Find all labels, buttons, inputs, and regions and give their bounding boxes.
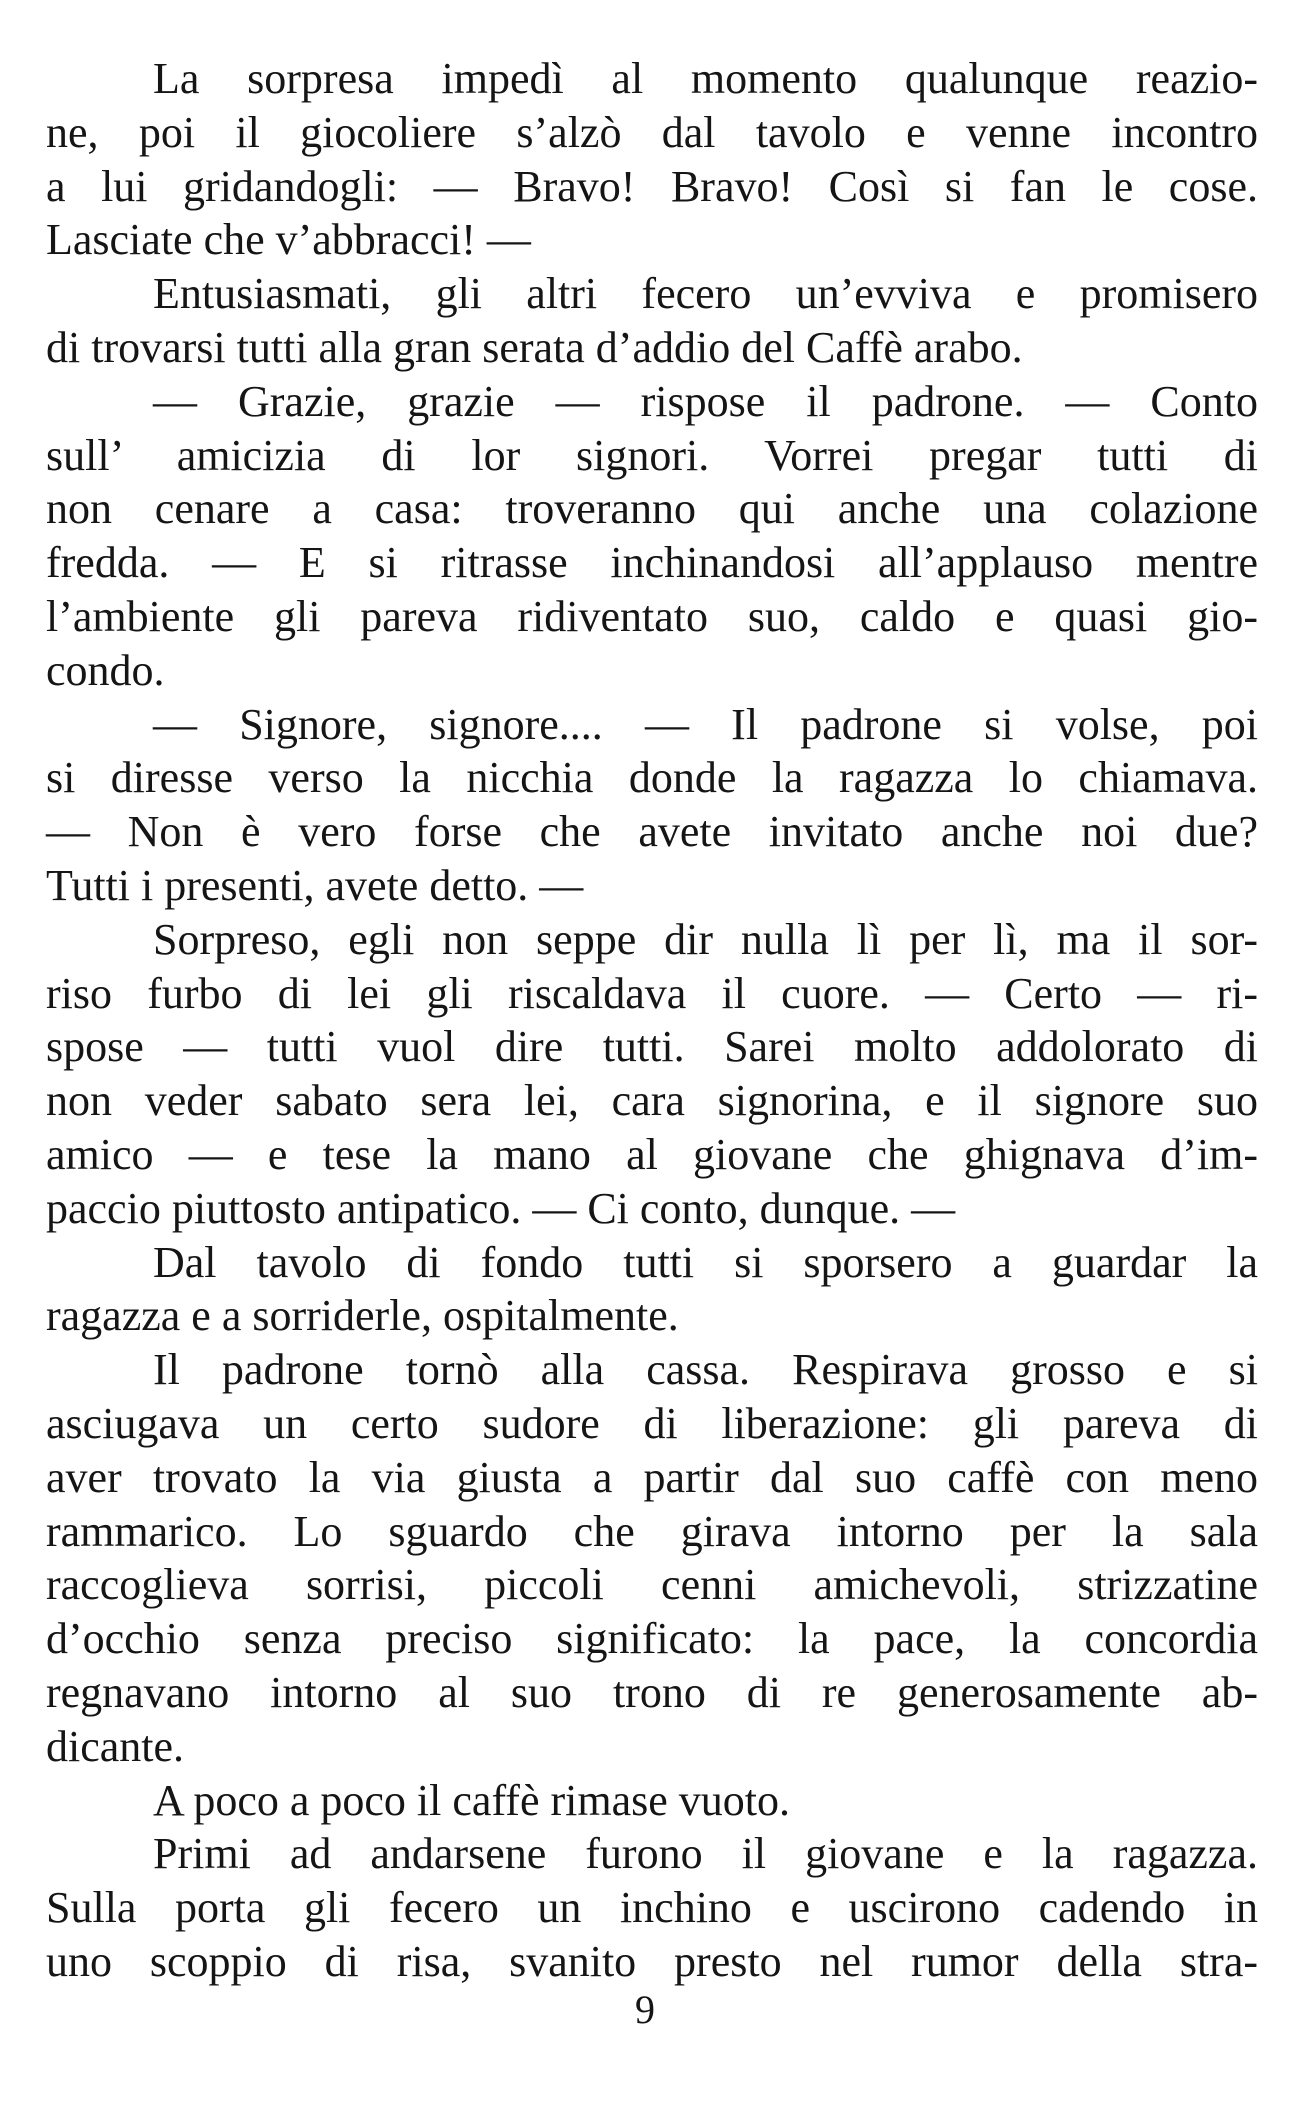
text-line: sull’ amicizia di lor signori. Vorrei pregar tutti di: [46, 430, 1258, 480]
text-line: Dal tavolo di fondo tutti si sporsero a guardar la: [153, 1237, 1258, 1287]
text-line: rammarico. Lo sguardo che girava intorno per la sala: [46, 1506, 1258, 1556]
text-line: — Grazie, grazie — rispose il padrone. — Conto: [153, 376, 1258, 426]
text-line: spose — tutti vuol dire tutti. Sarei molto addolorato di: [46, 1022, 1258, 1072]
text-line: ne, poi il giocoliere s’alzò dal tavolo e venne incontro: [46, 107, 1258, 157]
text-line: La sorpresa impedì al momento qualunque reazio-: [153, 54, 1258, 103]
text-line: Lasciate che v’abbracci! —: [46, 215, 531, 265]
text-line: dicante.: [46, 1721, 185, 1771]
text-line: — Non è vero forse che avete invitato anche noi due?: [46, 807, 1258, 857]
text-line: Tutti i presenti, avete detto. —: [46, 860, 584, 910]
text-line: asciugava un certo sudore di liberazione: gli pareva di: [46, 1398, 1258, 1448]
text-line: — Signore, signore.... — Il padrone si volse, poi: [153, 699, 1258, 749]
text-line: raccoglieva sorrisi, piccoli cenni amichevoli, strizzatine: [46, 1560, 1258, 1610]
text-line: A poco a poco il caffè rimase vuoto.: [153, 1775, 790, 1825]
text-line: non veder sabato sera lei, cara signorina, e il signore suo: [46, 1076, 1258, 1126]
text-line: l’ambiente gli pareva ridiventato suo, caldo e quasi gio-: [46, 591, 1258, 641]
text-line: Primi ad andarsene furono il giovane e la ragazza.: [153, 1829, 1258, 1879]
text-line: regnavano intorno al suo trono di re generosamente ab-: [46, 1667, 1258, 1717]
text-line: Il padrone tornò alla cassa. Respirava grosso e si: [153, 1345, 1258, 1395]
text-line: fredda. — E si ritrasse inchinandosi all’applauso mentre: [46, 538, 1258, 588]
text-line: non cenare a casa: troveranno qui anche una colazione: [46, 484, 1258, 534]
text-line: aver trovato la via giusta a partir dal suo caffè con meno: [46, 1452, 1258, 1502]
text-line: condo.: [46, 645, 165, 695]
text-line: Sorpreso, egli non seppe dir nulla lì per lì, ma il sor-: [153, 914, 1258, 964]
text-line: paccio piuttosto antipatico. — Ci conto, dunque. —: [46, 1183, 956, 1233]
text-line: di trovarsi tutti alla gran serata d’addio del Caffè arabo.: [46, 322, 1023, 372]
text-line: Entusiasmati, gli altri fecero un’evviva e promisero: [153, 269, 1258, 319]
text-line: ragazza e a sorriderle, ospitalmente.: [46, 1291, 679, 1341]
text-line: riso furbo di lei gli riscaldava il cuore. — Certo — ri-: [46, 968, 1258, 1018]
page-number: 9: [635, 1987, 655, 2032]
text-line: uno scoppio di risa, svanito presto nel rumor della stra-: [46, 1936, 1258, 1986]
text-line: si diresse verso la nicchia donde la ragazza lo chiamava.: [46, 753, 1258, 803]
text-line: a lui gridandogli: — Bravo! Bravo! Così si fan le cose.: [46, 161, 1258, 211]
body-text: [46, 52, 1258, 1989]
text-line: amico — e tese la mano al giovane che ghignava d’im-: [46, 1129, 1258, 1179]
text-line: d’occhio senza preciso significato: la pace, la concordia: [46, 1614, 1258, 1664]
text-line: Sulla porta gli fecero un inchino e uscirono cadendo in: [46, 1883, 1258, 1933]
